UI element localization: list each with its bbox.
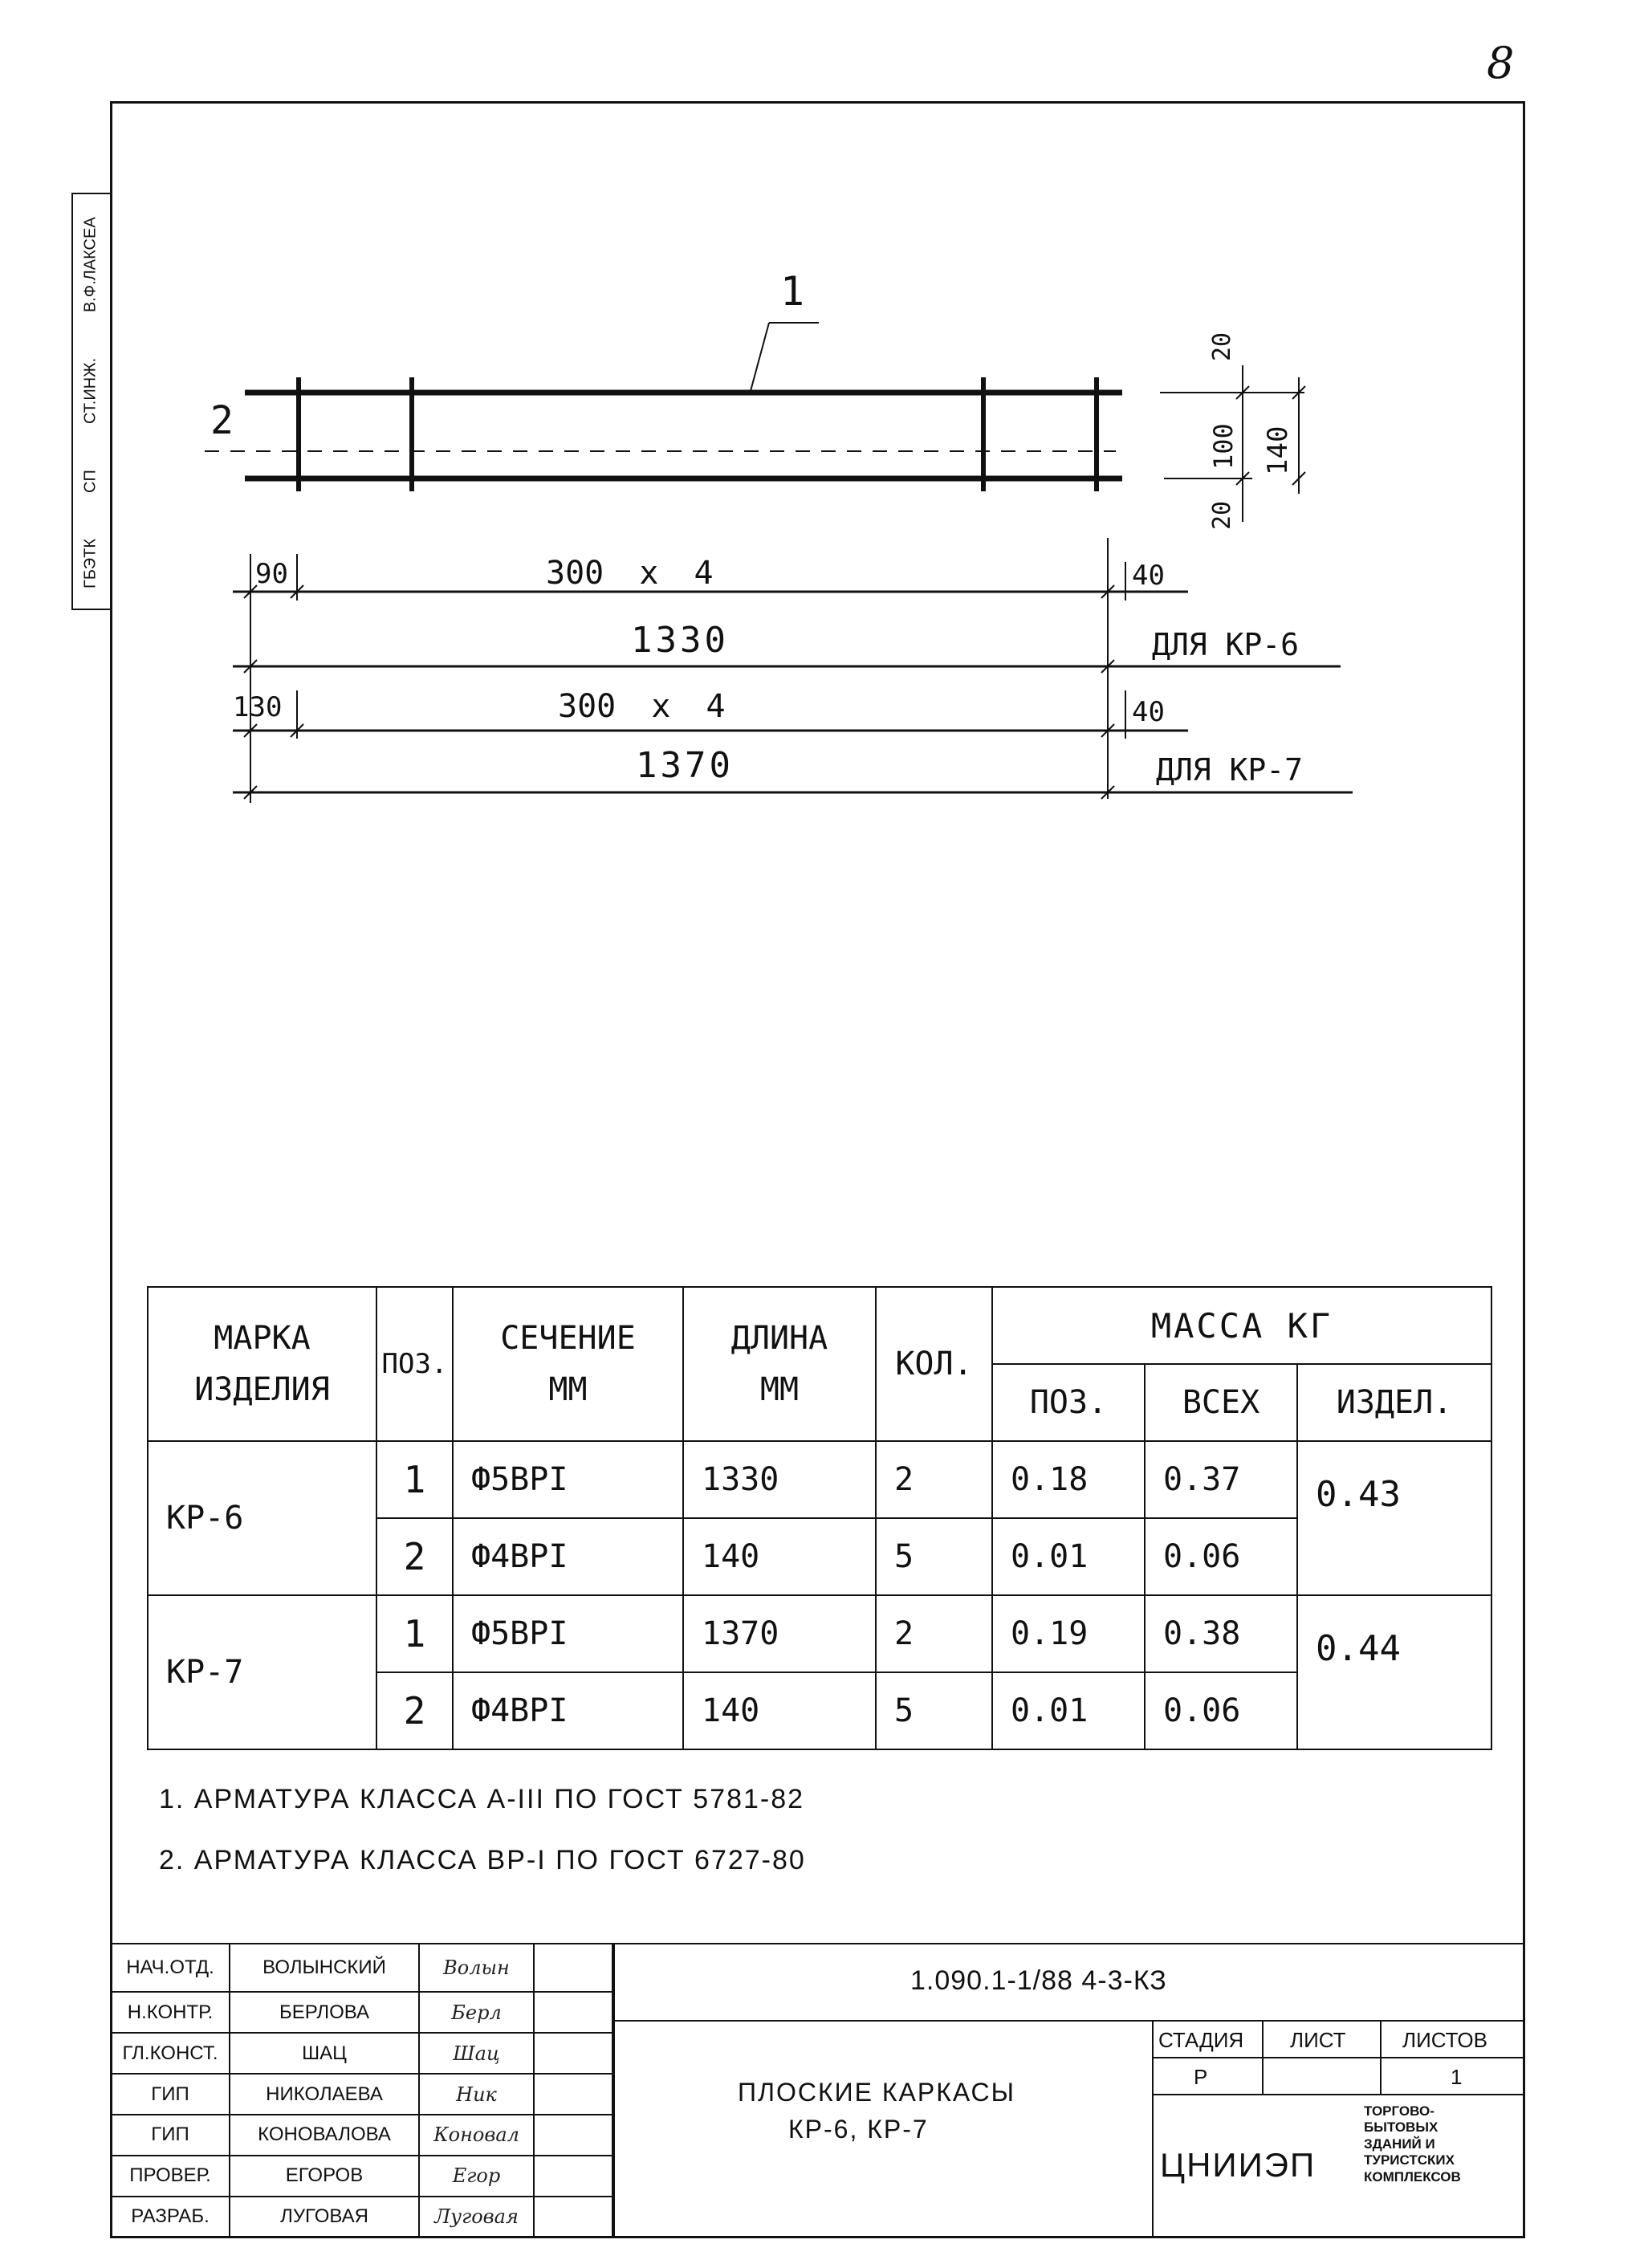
sheets-value: 1: [1451, 2065, 1463, 2089]
dim-row1-left: 90: [255, 558, 288, 590]
org-name: ЦНИИЭП: [1160, 2146, 1316, 2184]
table-row: [148, 1595, 1491, 1672]
date-cell: [534, 1944, 614, 1992]
qty-cell: 5: [876, 1518, 992, 1595]
dim-20-bottom: 20: [1208, 500, 1236, 530]
length-cell: 1330: [683, 1441, 876, 1518]
title-line-2: КР-6, КР-7: [788, 2115, 929, 2144]
signature-cell: Ник: [419, 2074, 534, 2115]
mass-all-cell: 0.37: [1145, 1441, 1297, 1518]
header-mark-line1: МАРКА: [214, 1320, 311, 1357]
doc-code: 1.090.1-1/88 4-3-КЗ: [910, 1965, 1167, 1996]
stage-label: СТАДИЯ: [1158, 2028, 1244, 2052]
role-cell: ГИП: [111, 2115, 230, 2156]
name-cell: НИКОЛАЕВА: [230, 2074, 419, 2115]
item-mass-cell: 0.44: [1297, 1595, 1491, 1749]
dim-row4-total: 1370: [636, 745, 734, 786]
pos-cell: 2: [376, 1518, 453, 1595]
header-length-line2: ММ: [759, 1371, 800, 1408]
header-mark: [148, 1287, 376, 1441]
signature-cell: Волын: [419, 1944, 534, 1992]
date-cell: [534, 2074, 614, 2115]
mark-cell: КР-6: [148, 1441, 376, 1595]
header-section: [453, 1287, 683, 1441]
header-qty: КОЛ.: [876, 1287, 992, 1441]
role-cell: РАЗРАБ.: [111, 2197, 230, 2237]
name-cell: ЕГОРОВ: [230, 2156, 419, 2197]
dim-140: 140: [1262, 426, 1294, 475]
org-desc-line: КОМПЛЕКСОВ: [1364, 2168, 1461, 2185]
dim-row1-right: 40: [1132, 560, 1165, 592]
dim-100: 100: [1208, 423, 1239, 470]
org-desc-line: ТУРИСТСКИХ: [1364, 2152, 1455, 2168]
pos-cell: 2: [376, 1672, 453, 1749]
sheet-label: ЛИСТ: [1290, 2028, 1346, 2052]
mass-pos-cell: 0.18: [992, 1441, 1145, 1518]
pos-cell: 1: [376, 1441, 453, 1518]
header-section-line1: СЕЧЕНИЕ: [500, 1320, 636, 1357]
header-mark-line2: ИЗДЕЛИЯ: [194, 1371, 330, 1408]
name-cell: БЕРЛОВА: [230, 1992, 419, 2033]
qty-cell: 5: [876, 1672, 992, 1749]
role-cell: ГЛ.КОНСТ.: [111, 2033, 230, 2074]
header-length: [683, 1287, 876, 1441]
role-cell: Н.КОНТР.: [111, 1992, 230, 2033]
signature-cell: Берл: [419, 1992, 534, 2033]
name-cell: ВОЛЫНСКИЙ: [230, 1944, 419, 1992]
dim-row3-right: 40: [1132, 696, 1165, 728]
dim-row3-left: 130: [233, 691, 283, 723]
section-cell: Ф4ВРI: [453, 1518, 683, 1595]
pos-cell: 1: [376, 1595, 453, 1672]
leader-label-1: 1: [780, 268, 805, 315]
dim-20-top: 20: [1208, 332, 1236, 361]
side-stamp-text: СТ.ИНЖ.: [81, 358, 100, 425]
date-cell: [534, 1992, 614, 2033]
date-cell: [534, 2033, 614, 2074]
header-length-line1: ДЛИНА: [730, 1320, 828, 1357]
title-line-1: ПЛОСКИЕ КАРКАСЫ: [738, 2078, 1015, 2107]
signature-cell: Егор: [419, 2156, 534, 2197]
name-cell: ШАЦ: [230, 2033, 419, 2074]
dim-row2-label: ДЛЯ КР-6: [1152, 627, 1300, 662]
note-1: 1. АРМАТУРА КЛАССА А-III ПО ГОСТ 5781-82: [159, 1784, 805, 1814]
section-cell: Ф5ВРI: [453, 1595, 683, 1672]
org-desc-line: ТОРГОВО-: [1364, 2103, 1434, 2119]
org-desc-line: ЗДАНИЙ И: [1364, 2136, 1435, 2152]
name-cell: ЛУГОВАЯ: [230, 2197, 419, 2237]
spec-table: [147, 1286, 1492, 1750]
sheet-number: 8: [1487, 38, 1515, 88]
dim-row4-label: ДЛЯ КР-7: [1156, 752, 1304, 788]
section-cell: Ф4ВРI: [453, 1672, 683, 1749]
header-pos: ПОЗ.: [376, 1287, 453, 1441]
title-block: [612, 1943, 1525, 2238]
sheets-label: ЛИСТОВ: [1402, 2028, 1487, 2052]
frame-drawing: [0, 0, 1640, 883]
name-cell: КОНОВАЛОВА: [230, 2115, 419, 2156]
side-stamp-text: В.Ф.ЛАКСЕА: [81, 217, 100, 313]
qty-cell: 2: [876, 1595, 992, 1672]
mass-all-cell: 0.38: [1145, 1595, 1297, 1672]
signature-cell: Шац: [419, 2033, 534, 2074]
date-cell: [534, 2197, 614, 2237]
role-cell: НАЧ.ОТД.: [111, 1944, 230, 1992]
header-mass-pos: ПОЗ.: [992, 1364, 1145, 1441]
item-mass-cell: 0.43: [1297, 1441, 1491, 1595]
qty-cell: 2: [876, 1441, 992, 1518]
table-row: [148, 1441, 1491, 1518]
length-cell: 140: [683, 1518, 876, 1595]
dim-row1-middle: 300 х 4: [546, 555, 714, 592]
mass-pos-cell: 0.01: [992, 1518, 1145, 1595]
signatories-table: [110, 1943, 615, 2238]
stage-value: Р: [1194, 2065, 1208, 2089]
mass-all-cell: 0.06: [1145, 1518, 1297, 1595]
date-cell: [534, 2156, 614, 2197]
header-section-line2: ММ: [548, 1371, 588, 1408]
dim-row2-total: 1330: [631, 620, 729, 661]
role-cell: ГИП: [111, 2074, 230, 2115]
doc-code-row: [613, 1944, 1524, 2022]
stage-grid: [1152, 2020, 1524, 2238]
signature-cell: Луговая: [419, 2197, 534, 2237]
length-cell: 140: [683, 1672, 876, 1749]
leader-label-2: 2: [210, 398, 234, 443]
length-cell: 1370: [683, 1595, 876, 1672]
header-mass-item: ИЗДЕЛ.: [1297, 1364, 1491, 1441]
note-2: 2. АРМАТУРА КЛАССА ВР-I ПО ГОСТ 6727-80: [159, 1845, 806, 1875]
side-stamp-text: ГБЭТК: [81, 539, 100, 589]
mark-cell: КР-7: [148, 1595, 376, 1749]
mass-pos-cell: 0.01: [992, 1672, 1145, 1749]
dim-row3-middle: 300 х 4: [558, 688, 726, 725]
header-mass: МАССА КГ: [992, 1287, 1491, 1364]
role-cell: ПРОВЕР.: [111, 2156, 230, 2197]
signature-cell: Коновал: [419, 2115, 534, 2156]
side-stamp-text: СП: [81, 470, 100, 494]
org-description: [1364, 2103, 1516, 2185]
leader-line: [751, 323, 769, 391]
header-mass-all: ВСЕХ: [1145, 1364, 1297, 1441]
org-desc-line: БЫТОВЫХ: [1364, 2119, 1439, 2136]
mass-pos-cell: 0.19: [992, 1595, 1145, 1672]
date-cell: [534, 2115, 614, 2156]
section-cell: Ф5ВРI: [453, 1441, 683, 1518]
mass-all-cell: 0.06: [1145, 1672, 1297, 1749]
